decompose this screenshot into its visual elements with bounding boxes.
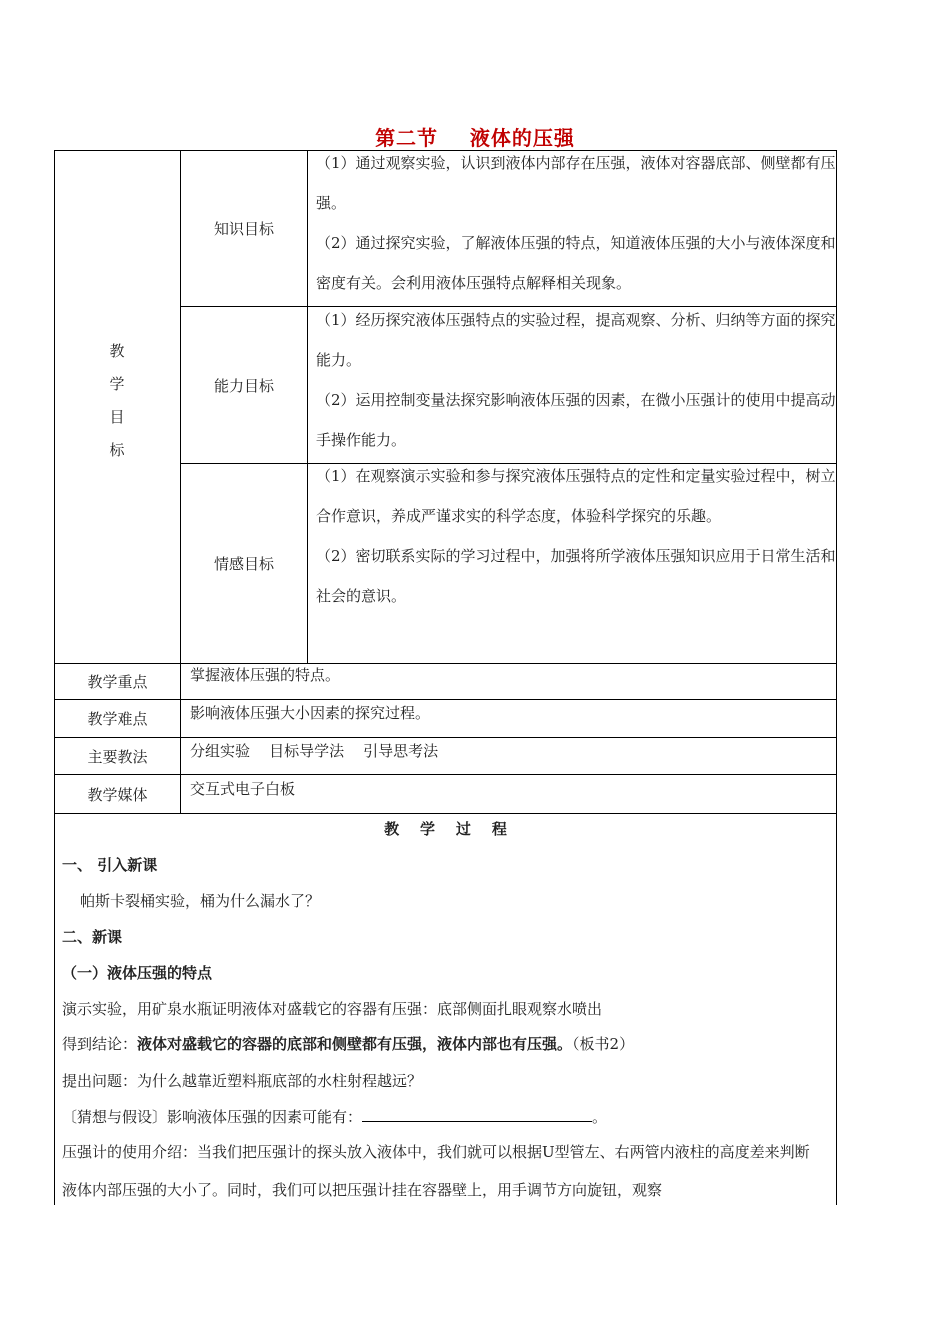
row-value-methods: 分组实验 目标导学法 引导思考法 <box>190 742 439 760</box>
answer-blank[interactable] <box>362 1107 592 1122</box>
emotion-objective-text <box>308 456 836 616</box>
knowledge-objective-text <box>308 143 836 303</box>
section-intro-heading: 一、 引入新课 <box>62 856 158 874</box>
objective-item: （2）通过探究实验，了解液体压强的特点，知道液体压强的大小与液体深度和密度有关。会利用液体压强特点解释相关现象。 <box>316 234 836 292</box>
row-label-media: 教学媒体 <box>87 785 148 804</box>
emotion-objective-label: 情感目标 <box>213 555 274 573</box>
demo-text: 演示实验，用矿泉水瓶证明液体对盛载它的容器有压强：底部侧面扎眼观察水喷出 <box>62 1000 603 1018</box>
objective-item: （1）通过观察实验，认识到液体内部存在压强，液体对容器底部、侧壁都有压强。 <box>316 154 836 212</box>
table-divider <box>54 813 837 814</box>
row-value-media: 交互式电子白板 <box>190 780 296 798</box>
process-heading: 教 学 过 程 <box>384 820 507 838</box>
gauge-text: 压强计的使用介绍：当我们把压强计的探头放入液体中，我们就可以根据U型管左、右两管内液柱的高度差来判断液体内部压强的大小了。同时，我们可以把压强计挂在容器壁上，用手调节方向旋钮，观察 <box>62 1143 810 1199</box>
objective-item: （1）经历探究液体压强特点的实验过程，提高观察、分析、归纳等方面的探究能力。 <box>316 311 836 369</box>
objective-item: （2）密切联系实际的学习过程中，加强将所学液体压强知识应用于日常生活和社会的意识。 <box>316 547 836 605</box>
row-label-key-points: 教学重点 <box>87 673 148 691</box>
row-value-key-points: 掌握液体压强的特点。 <box>190 666 341 684</box>
ability-objective-label: 能力目标 <box>213 376 274 395</box>
row-label-difficulties: 教学难点 <box>87 710 148 728</box>
objective-item: （1）在观察演示实验和参与探究液体压强特点的定性和定量实验过程中，树立合作意识，养成严谨求实的科学态度，体验科学探究的乐趣。 <box>316 467 836 525</box>
objective-item: （2）运用控制变量法探究影响液体压强的因素，在微小压强计的使用中提高动手操作能力。 <box>316 391 836 449</box>
row-value-difficulties: 影响液体压强大小因素的探究过程。 <box>190 704 431 722</box>
subsection-heading: （一）液体压强的特点 <box>62 964 213 982</box>
objectives-group-label: 教 学 目 标 <box>109 342 125 459</box>
page-title: 第二节 液体的压强 <box>375 126 575 150</box>
hypothesis-text: 〔猜想与假设〕影响液体压强的因素可能有： 。 <box>62 1108 608 1126</box>
table-divider <box>180 663 181 813</box>
question-text: 提出问题：为什么越靠近塑料瓶底部的水柱射程越远？ <box>62 1072 423 1090</box>
intro-text: 帕斯卡裂桶实验，桶为什么漏水了？ <box>80 892 321 910</box>
section-new-lesson-heading: 二、新课 <box>62 928 123 946</box>
ability-objective-text <box>308 300 836 460</box>
conclusion-emphasis: 液体对盛载它的容器的底部和侧壁都有压强，液体内部也有压强。 <box>137 1035 573 1053</box>
row-label-methods: 主要教法 <box>87 747 148 766</box>
table-border-right <box>836 150 837 1205</box>
knowledge-objective-label: 知识目标 <box>213 220 274 238</box>
conclusion-text: 得到结论：液体对盛载它的容器的底部和侧壁都有压强，液体内部也有压强。（板书2） <box>62 1035 635 1053</box>
